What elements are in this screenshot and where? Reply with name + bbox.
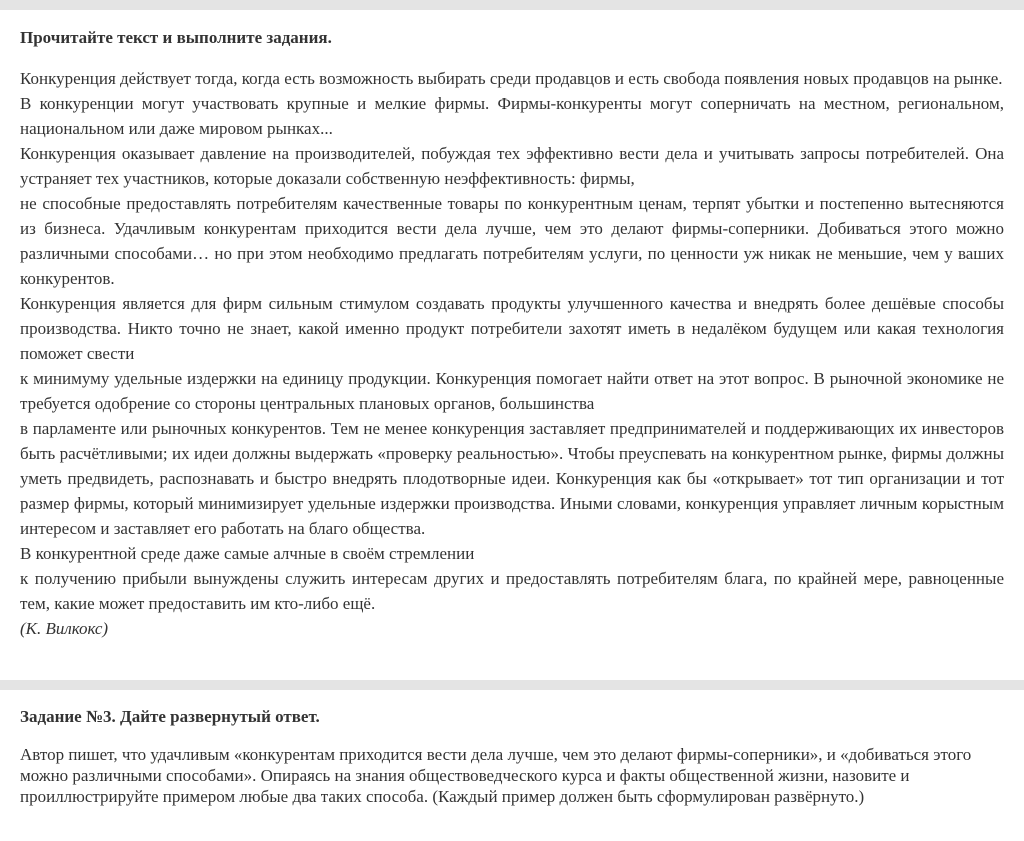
paragraph: В конкуренции могут участвовать крупные и мелкие фирмы. Фирмы-конкуренты могут соперничать на местном, региональном, национальном или даже мировом рынках... bbox=[20, 94, 1004, 138]
author-attribution: (К. Вилкокс) bbox=[20, 619, 109, 638]
task-heading: Задание №3. Дайте развернутый ответ. bbox=[20, 707, 320, 726]
section-divider bbox=[0, 680, 1024, 690]
reading-section bbox=[0, 10, 1024, 680]
top-divider bbox=[0, 0, 1024, 10]
paragraph: не способные предоставлять потребителям качественные товары по конкурентным ценам, терпят убытки и постепенно вытесняются из бизнеса. Удачливым конкурентам приходится вести дела лучше, чем это делают фирмы-соперники. Добиваться этого можно различными способами… но при этом необходимо предлагать потребителям услуги, по ценности уж никак не меньшие, чем у ваших конкурентов. bbox=[20, 194, 1004, 288]
paragraph: в парламенте или рыночных конкурентов. Тем не менее конкуренция заставляет предпринимателей и поддерживающих их инвесторов быть расчётливыми; их идеи должны выдержать «проверку реальностью». Чтобы преуспевать на конкурентном рынке, фирмы должны уметь предвидеть, распознавать и быстро внедрять плодотворные идеи. Конкуренция как бы «открывает» тот тип организации и тот размер фирмы, который минимизирует удельные издержки производства. Иными словами, конкуренция управляет личным корыстным интересом и заставляет его работать на благо общества. bbox=[20, 419, 1004, 538]
paragraph: к получению прибыли вынуждены служить интересам других и предоставлять потребителям блага, по крайней мере, равноценные тем, какие может предоставить им кто-либо ещё. bbox=[20, 569, 1004, 613]
task-text: Автор пишет, что удачливым «конкурентам приходится вести дела лучше, чем это делают фирмы-соперники», и «добиваться этого можно различными способами». Опираясь на знания обществоведческого курса и факты общественной жизни, назовите и проиллюстрируйте примером любые два таких способа. (Каждый пример должен быть сформулирован развёрнуто.) bbox=[20, 745, 972, 806]
reading-heading: Прочитайте текст и выполните задания. bbox=[20, 28, 332, 47]
paragraph: к минимуму удельные издержки на единицу продукции. Конкуренция помогает найти ответ на этот вопрос. В рыночной экономике не требуется одобрение со стороны центральных плановых органов, большинства bbox=[20, 369, 1004, 413]
paragraph: Конкуренция является для фирм сильным стимулом создавать продукты улучшенного качества и внедрять более дешёвые способы производства. Никто точно не знает, какой именно продукт потребители захотят иметь в недалёком будущем или какая технология поможет свести bbox=[20, 294, 1004, 363]
paragraph: В конкурентной среде даже самые алчные в своём стремлении bbox=[20, 544, 475, 563]
task-section bbox=[0, 690, 1024, 807]
paragraph: Конкуренция действует тогда, когда есть возможность выбирать среди продавцов и есть свобода появления новых продавцов на рынке. bbox=[20, 69, 1003, 88]
paragraph: Конкуренция оказывает давление на производителей, побуждая тех эффективно вести дела и учитывать запросы потребителей. Она устраняет тех участников, которые доказали собственную неэффективность: фирмы, bbox=[20, 144, 1004, 188]
